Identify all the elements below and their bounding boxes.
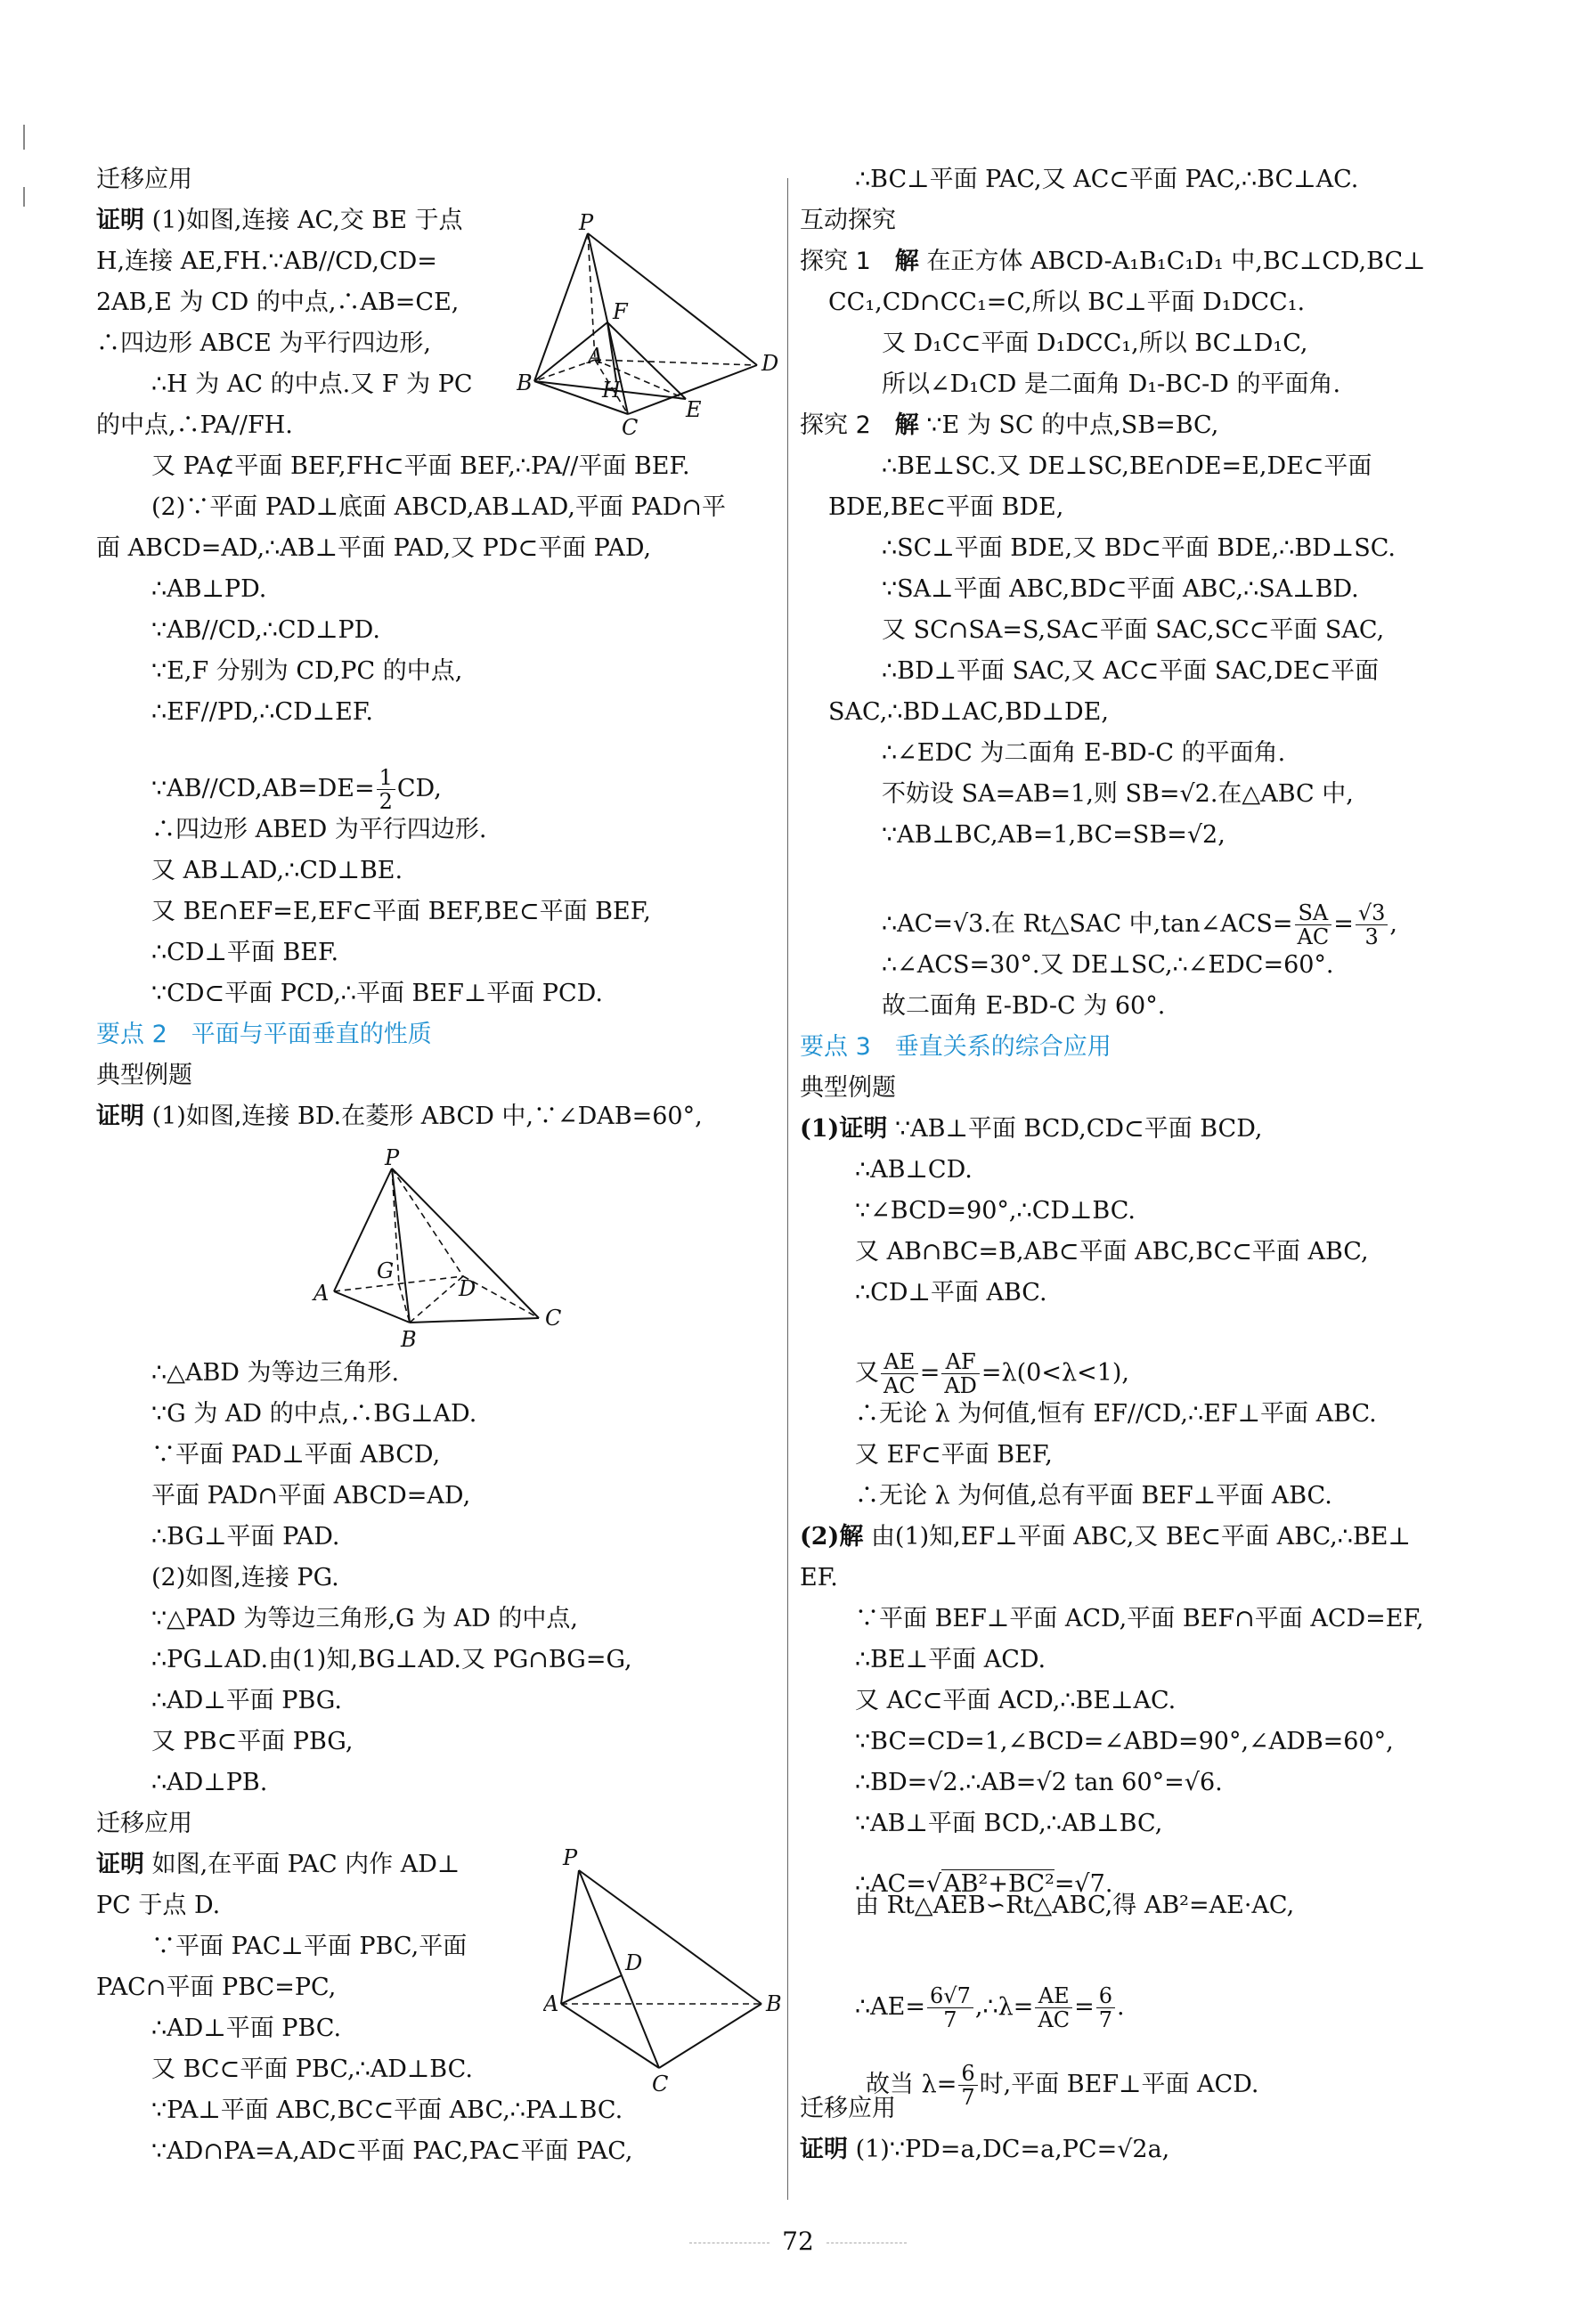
line-text: ∴BD⊥平面 SAC,又 AC⊂平面 SAC,DE⊂平面 [882,657,1380,685]
text-line [151,656,462,687]
label-p: P [563,1845,578,1870]
line-text: 要点 3 垂直关系的综合应用 [800,1033,1112,1061]
fraction [927,1984,973,2031]
label-d: D [761,351,779,376]
line-text: ∴EF//PD,∴CD⊥EF. [151,698,373,726]
subsection-heading [96,165,192,195]
line-text: ∴△ABD 为等边三角形. [151,1359,400,1387]
margin-mark [23,187,25,207]
text-line [96,329,431,359]
text-line [151,697,373,728]
line-text: ∵SA⊥平面 ABC,BD⊂平面 ABC,∴SA⊥BD. [882,575,1359,603]
text-line [855,1440,1053,1470]
radicand: AB²+BC² [943,1870,1054,1898]
fraction-numerator: AF [941,1350,980,1374]
line-text: 又 AB∩BC=B,AB⊂平面 ABC,BC⊂平面 ABC, [855,1238,1369,1266]
line-text: 又 BC⊂平面 PBC,∴AD⊥BC. [151,2056,473,2083]
fraction-denominator: AD [944,1373,977,1398]
line-text: ∵平面 PAC⊥平面 PBC,平面 [151,1933,468,1960]
text-line [151,1481,470,1511]
line-text: ∵E 为 SC 的中点,SB=BC, [926,411,1219,439]
equation-text: = [919,1359,940,1387]
fraction [881,1350,918,1397]
fraction [1356,901,1388,948]
line-text: ∴BC⊥平面 PAC,又 AC⊂平面 PAC,∴BC⊥AC. [855,166,1359,193]
line-text: SAC,∴BD⊥AC,BD⊥DE, [828,698,1109,726]
label-c: C [652,2072,669,2096]
fraction-numerator: √3 [1356,901,1388,925]
label-f: F [613,299,628,324]
text-line [151,1358,399,1388]
line-text: ∴AD⊥平面 PBC. [151,2015,342,2042]
text-line [96,247,437,277]
line-text: ∴BE⊥SC.又 DE⊥SC,BE∩DE=E,DE⊂平面 [882,452,1372,480]
text-line [96,1102,703,1132]
label-h: H [602,378,621,403]
text-line [882,370,1340,400]
text-line [151,938,338,968]
margin-mark [23,125,25,150]
text-line [151,1399,476,1429]
line-text: 互动探究 [800,207,896,234]
line-text: ∵CD⊂平面 PCD,∴平面 BEF⊥平面 PCD. [151,980,603,1007]
text-line [151,979,603,1009]
line-text: CC₁,CD∩CC₁=C,所以 BC⊥平面 D₁DCC₁. [828,289,1306,316]
fraction-numerator: 6√7 [927,1984,973,2008]
text-line [855,1278,1047,1308]
fraction-numerator: AE [1035,1984,1072,2008]
text-line [151,493,726,523]
line-text: ∴PG⊥AD.由(1)知,BG⊥AD.又 PG∩BG=G, [151,1646,632,1673]
text-line [151,452,690,482]
text-line [96,1850,460,1880]
fraction-numerator: AE [881,1350,918,1374]
label-p: P [579,214,594,235]
page-number [0,2227,1596,2256]
text-line [882,615,1384,646]
text-line [151,897,651,927]
text-line [800,411,1218,441]
label-a: A [588,344,604,369]
text-line [151,856,403,886]
equation-ae [855,1984,1125,2031]
line-text: 面 ABCD=AD,∴AB⊥平面 PAD,又 PD⊂平面 PAD, [96,534,652,562]
line-text: ∵AB⊥BC,AB=1,BC=SB=√2, [882,821,1226,849]
figure-pyramid-g [303,1149,588,1363]
subsection-heading [96,1061,192,1091]
fraction-numerator: 1 [377,766,395,790]
equation-text: CD, [396,775,442,802]
text-line [151,1522,340,1552]
line-text: 由 Rt△AEB∽Rt△ABC,得 AB²=AE·AC, [855,1892,1295,1919]
line-text: 如图,在平面 PAC 内作 AD⊥ [151,1851,460,1878]
line-text: 又 PB⊂平面 PBG, [151,1728,354,1755]
equation-text: =√7. [1054,1870,1113,1898]
line-text: ∴SC⊥平面 BDE,又 BD⊂平面 BDE,∴BD⊥SC. [882,534,1396,562]
line-text: 迁移应用 [96,1810,192,1837]
line-text: ∴H 为 AC 的中点.又 F 为 PC [151,370,473,398]
fraction-denominator: 3 [1364,924,1379,949]
subsection-heading [96,1809,192,1839]
inquiry-label: 探究 1 [800,248,871,275]
line-text: ∴CD⊥平面 ABC. [855,1279,1047,1307]
text-line [151,1686,342,1716]
label-c: C [622,415,639,440]
text-line [96,1973,336,2003]
label-c: C [545,1306,562,1331]
text-line [151,1932,467,1962]
text-line [151,1604,578,1634]
line-text: 又 SC∩SA=S,SA⊂平面 SAC,SC⊂平面 SAC, [882,616,1385,644]
text-line [882,950,1334,981]
text-line [855,1196,1136,1226]
equation-text: ∴AE= [855,1993,926,2021]
equation-text: 故当 λ= [866,2071,957,2098]
text-line [96,288,459,318]
label-b: B [401,1327,417,1352]
line-text: ∴AB⊥PD. [151,575,267,603]
text-line [151,2137,633,2167]
fraction [377,766,395,813]
text-line [151,370,473,400]
line-text: (2)∵平面 PAD⊥底面 ABCD,AB⊥AD,平面 PAD∩平 [151,493,726,521]
text-line [882,656,1379,687]
text-line [800,1522,1411,1552]
text-line [151,1645,632,1675]
proof-keyword: 证明 [96,1851,144,1878]
fraction-numerator: SA [1295,901,1332,925]
text-line [151,2014,341,2044]
text-line [855,165,1358,195]
line-text: (2)如图,连接 PG. [151,1564,339,1592]
fraction-numerator: 6 [1096,1984,1115,2008]
fraction [941,1350,980,1397]
equation-text: ∴AC=√3.在 Rt△SAC 中,tan∠ACS= [882,910,1293,938]
label-d: D [625,1950,643,1975]
text-line [151,2055,473,2085]
line-text: ∴AD⊥PB. [151,1769,268,1796]
text-line [151,1563,339,1593]
equation-text: = [1074,1993,1095,2021]
text-line [800,2135,1169,2165]
text-line [882,452,1372,482]
line-text: 典型例题 [96,1062,192,1089]
text-line [882,574,1359,605]
subsection-heading [800,206,896,236]
line-text: BDE,BE⊂平面 BDE, [828,493,1064,521]
label-e: E [686,397,702,422]
line-text: ∴四边形 ABCE 为平行四边形, [96,330,431,357]
line-text: EF. [800,1564,838,1592]
equation-text: 又 [855,1359,879,1387]
text-line [855,1768,1223,1798]
line-text: 所以∠D₁CD 是二面角 D₁-BC-D 的平面角. [882,370,1341,398]
equation-tan [882,901,1397,948]
line-text: (1)如图,连接 AC,交 BE 于点 [151,207,463,234]
proof-keyword: 证明 [96,1103,144,1130]
equation-text: , [1389,910,1397,938]
equation-text: 时,平面 BEF⊥平面 ACD. [979,2071,1259,2098]
fraction-numerator: 6 [958,2062,977,2086]
line-text: 由(1)知,EF⊥平面 ABC,又 BE⊂平面 ABC,∴BE⊥ [870,1523,1411,1551]
line-text: 又 BE∩EF=E,EF⊂平面 BEF,BE⊂平面 BEF, [151,898,651,925]
equation-text: =λ(0<λ<1), [981,1359,1130,1387]
fraction [958,2062,977,2109]
line-text: 故二面角 E-BD-C 为 60°. [882,992,1166,1020]
text-line [855,1237,1369,1267]
line-text: 又 EF⊂平面 BEF, [855,1441,1053,1469]
line-text: (1)如图,连接 BD.在菱形 ABCD 中,∵∠DAB=60°, [151,1103,703,1130]
text-line [96,1891,220,1921]
text-line [855,1481,1332,1511]
line-text: 迁移应用 [800,2095,896,2122]
fraction-denominator: AC [1038,2007,1071,2032]
line-text: ∵∠BCD=90°,∴CD⊥BC. [855,1197,1136,1225]
equation-text: ,∴λ= [974,1993,1034,2021]
text-line [800,1563,838,1593]
fraction-denominator: 7 [943,2007,957,2032]
line-text: 平面 PAD∩平面 ABCD=AD, [151,1482,471,1510]
line-text: ∵AB⊥平面 BCD,CD⊂平面 BCD, [894,1115,1263,1143]
line-text: ∵G 为 AD 的中点,∴BG⊥AD. [151,1400,477,1428]
section-heading [96,1020,432,1050]
line-text: 又 PA⊄平面 BEF,FH⊂平面 BEF,∴PA//平面 BEF. [151,452,690,480]
page-number-text: 72 [782,2227,814,2256]
line-text: ∵AB//CD,∴CD⊥PD. [151,616,380,644]
line-text: 要点 2 平面与平面垂直的性质 [96,1021,432,1048]
text-line [800,247,1426,277]
text-line [855,1809,1162,1839]
line-text: ∵平面 BEF⊥平面 ACD,平面 BEF∩平面 ACD=EF, [855,1605,1424,1632]
fraction-denominator: 7 [1098,2007,1112,2032]
label-a: A [314,1281,330,1306]
label-p: P [385,1149,400,1170]
text-line [151,1768,267,1798]
fraction [1096,1984,1115,2031]
text-line [151,615,380,646]
equation-text: . [1116,1993,1125,2021]
text-line [828,493,1063,523]
line-text: ∴无论 λ 为何值,总有平面 BEF⊥平面 ABC. [855,1482,1332,1510]
figure-svg [303,1149,588,1363]
equation-text: ∵AB//CD,AB=DE= [151,775,375,802]
text-line [882,991,1165,1022]
text-line [800,1114,1262,1144]
proof-keyword: (2)解 [800,1523,864,1551]
line-text: ∴∠EDC 为二面角 E-BD-C 的平面角. [882,739,1286,767]
line-text: PC 于点 D. [96,1892,221,1919]
inquiry-label: 探究 2 [800,411,871,439]
text-line [96,533,651,564]
subsection-heading [800,1073,896,1103]
fraction-denominator: 7 [961,2085,975,2110]
line-text: ∴BG⊥平面 PAD. [151,1523,340,1551]
fraction [1035,1984,1072,2031]
text-line [882,533,1396,564]
proof-keyword: 证明 [96,207,144,234]
text-line [855,1399,1377,1429]
fraction-denominator: AC [1297,924,1330,949]
equation-ac: ∴AC=√AB²+BC²=√7. [855,1870,1113,1898]
text-line [855,1604,1424,1634]
line-text: 不妨设 SA=AB=1,则 SB=√2.在△ABC 中, [882,780,1354,808]
text-line [855,1645,1046,1675]
text-line [882,329,1308,359]
fraction-denominator: 2 [379,789,393,814]
text-line [882,820,1226,851]
line-text: ∴AB⊥CD. [855,1156,973,1184]
label-d: D [459,1276,476,1301]
text-line [855,1155,973,1185]
line-text: 在正方体 ABCD-A₁B₁C₁D₁ 中,BC⊥CD,BC⊥ [926,248,1426,275]
equation-text: = [1333,910,1354,938]
line-text: (1)∵PD=a,DC=a,PC=√2a, [855,2136,1170,2163]
equation-final [866,2062,1258,2109]
equation-text: ∴AC= [855,1870,926,1898]
text-line [855,1686,1176,1716]
label-b: B [766,1991,782,2016]
line-text: ∴四边形 ABED 为平行四边形. [151,816,487,843]
text-line [828,288,1305,318]
text-line [151,1727,354,1757]
figure-tetrahedron-pabc [543,1844,793,2102]
line-text: ∵△PAD 为等边三角形,G 为 AD 的中点, [151,1605,578,1632]
line-text: ∵AD∩PA=A,AD⊂平面 PAC,PA⊂平面 PAC, [151,2137,633,2165]
line-text: ∴CD⊥平面 BEF. [151,939,339,966]
text-line [882,738,1285,769]
figure-pyramid-pabcd [517,214,784,445]
fraction [1295,901,1332,948]
line-text: ∵E,F 分别为 CD,PC 的中点, [151,657,463,685]
text-line [151,1440,440,1470]
line-text: PAC∩平面 PBC=PC, [96,1974,337,2001]
line-text: 典型例题 [800,1074,896,1102]
equation-lambda [855,1350,1129,1397]
line-text: ∵BC=CD=1,∠BCD=∠ABD=90°,∠ADB=60°, [855,1728,1394,1755]
line-text: 迁移应用 [96,166,192,193]
text-line [96,206,463,236]
section-heading [800,1032,1112,1062]
proof-keyword: (1)证明 [800,1115,888,1143]
line-text: 的中点,∴PA//FH. [96,411,293,439]
line-text: ∴无论 λ 为何值,恒有 EF//CD,∴EF⊥平面 ABC. [855,1400,1377,1428]
proof-keyword: 解 [894,411,919,439]
proof-keyword: 证明 [800,2136,848,2163]
figure-svg [543,1844,793,2102]
label-b: B [517,370,533,395]
line-text: 又 D₁C⊂平面 D₁DCC₁,所以 BC⊥D₁C, [882,330,1308,357]
text-line [151,815,486,845]
text-line [828,697,1109,728]
text-line [151,574,266,605]
label-a: A [543,1991,559,2016]
line-text: ∴AD⊥平面 PBG. [151,1687,342,1714]
line-text: ∵AB⊥平面 BCD,∴AB⊥BC, [855,1810,1163,1837]
text-line [855,1727,1394,1757]
fraction-denominator: AC [884,1373,916,1398]
line-text: ∴BE⊥平面 ACD. [855,1646,1046,1673]
figure-svg [517,214,784,445]
line-text: ∵平面 PAD⊥平面 ABCD, [151,1441,441,1469]
line-text: H,连接 AE,FH.∵AB//CD,CD= [96,248,437,275]
proof-keyword: 解 [894,248,919,275]
line-text: 又 AB⊥AD,∴CD⊥BE. [151,857,403,884]
line-text: 2AB,E 为 CD 的中点,∴AB=CE, [96,289,460,316]
text-line [96,411,293,441]
equation-ab-de [151,766,442,813]
line-text: ∴∠ACS=30°.又 DE⊥SC,∴∠EDC=60°. [882,951,1334,979]
line-text: ∴BD=√2.∴AB=√2 tan 60°=√6. [855,1769,1223,1796]
line-text: 又 AC⊂平面 ACD,∴BE⊥AC. [855,1687,1177,1714]
label-g: G [377,1258,395,1283]
line-text: ∵PA⊥平面 ABC,BC⊂平面 ABC,∴PA⊥BC. [151,2096,623,2124]
text-line [882,779,1354,810]
